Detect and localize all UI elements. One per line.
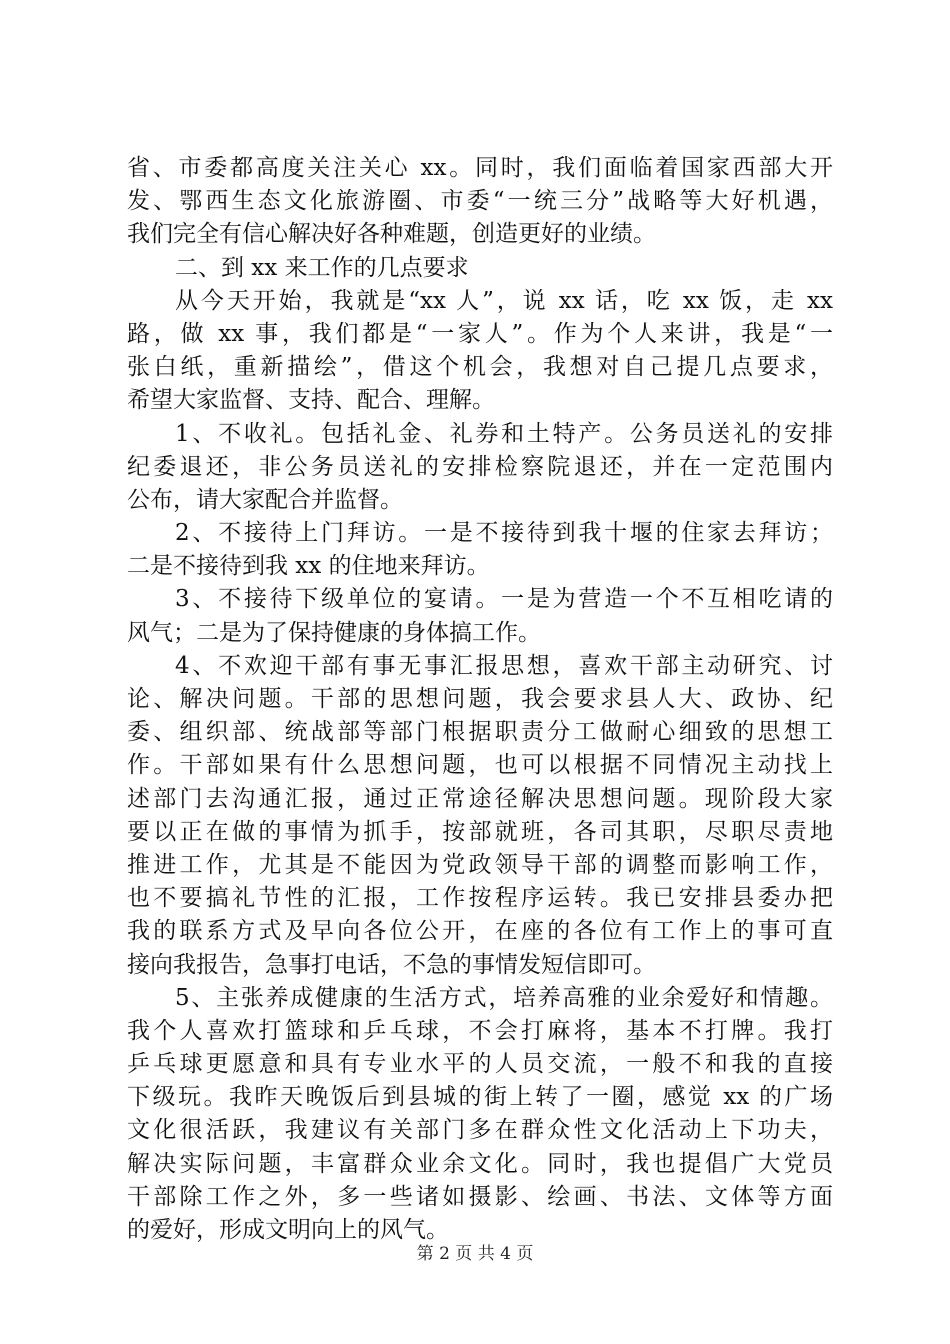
text-line: 纪委退还，非公务员送礼的安排检察院退还，并在一定范围内 (127, 453, 833, 480)
text-line: 我们完全有信心解决好各种难题，创造更好的业绩。 (127, 221, 656, 248)
text-line: 我个人喜欢打篮球和乒乓球，不会打麻将，基本不打牌。我打 (127, 1017, 833, 1044)
text-line: 干部除工作之外，多一些诸如摄影、绘画、书法、文体等方面 (127, 1183, 833, 1210)
text-line: 张白纸，重新描绘”，借这个机会，我想对自己提几点要求， (127, 354, 833, 381)
text-line: 推进工作，尤其是不能因为党政领导干部的调整而影响工作， (127, 851, 833, 878)
text-line: 公布，请大家配合并监督。 (127, 486, 403, 513)
text-line: 希望大家监督、支持、配合、理解。 (127, 387, 495, 414)
text-line: 5、主张养成健康的生活方式，培养高雅的业余爱好和情趣。 (175, 984, 833, 1011)
text-line: 我的联系方式及早向各位公开，在座的各位有工作上的事可直 (127, 918, 833, 945)
text-line: 委、组织部、统战部等部门根据职责分工做耐心细致的思想工 (127, 719, 833, 746)
text-line: 论、解决问题。干部的思想问题，我会要求县人大、政协、纪 (127, 686, 833, 712)
text-line: 风气；二是为了保持健康的身体搞工作。 (127, 619, 541, 646)
text-line: 解决实际问题，丰富群众业余文化。同时，我也提倡广大党员 (127, 1150, 833, 1177)
text-line: 接向我报告，急事打电话，不急的事情发短信即可。 (127, 951, 656, 978)
text-line: 下级玩。我昨天晚饭后到县城的街上转了一圈，感觉 xx 的广场 (127, 1084, 833, 1111)
body-text (127, 152, 833, 1247)
text-line: 3、不接待下级单位的宴请。一是为营造一个不互相吃请的 (175, 586, 833, 613)
text-line: 二是不接待到我 xx 的住地来拜访。 (127, 553, 490, 580)
text-line: 从今天开始，我就是“xx 人”，说 xx 话，吃 xx 饭，走 xx (175, 287, 833, 314)
text-line: 4、不欢迎干部有事无事汇报思想，喜欢干部主动研究、讨 (175, 652, 833, 679)
text-line: 也不要搞礼节性的汇报，工作按程序运转。我已安排县委办把 (127, 885, 833, 912)
text-line: 的爱好，形成文明向上的风气。 (127, 1217, 449, 1243)
text-line: 述部门去沟通汇报，通过正常途径解决思想问题。现阶段大家 (127, 785, 833, 812)
text-line: 2、不接待上门拜访。一是不接待到我十堰的住家去拜访； (175, 520, 833, 547)
text-line: 文化很活跃，我建议有关部门多在群众性文化活动上下功夫， (127, 1117, 833, 1144)
text-line: 乒乓球更愿意和具有专业水平的人员交流，一般不和我的直接 (127, 1051, 833, 1078)
text-line: 路，做 xx 事，我们都是“一家人”。作为个人来讲，我是“一 (127, 320, 833, 347)
page-footer: 第 2 页 共 4 页 (416, 1244, 534, 1264)
text-line: 1、不收礼。包括礼金、礼券和土特产。公务员送礼的安排 (175, 420, 833, 447)
text-line: 省、市委都高度关注关心 xx。同时，我们面临着国家西部大开 (127, 155, 833, 181)
text-line: 要以正在做的事情为抓手，按部就班，各司其职，尽职尽责地 (127, 818, 833, 845)
text-line: 二、到 xx 来工作的几点要求 (175, 254, 469, 281)
text-line: 作。干部如果有什么思想问题，也可以根据不同情况主动找上 (127, 752, 833, 779)
text-line: 发、鄂西生态文化旅游圈、市委“一统三分”战略等大好机遇， (127, 188, 833, 215)
